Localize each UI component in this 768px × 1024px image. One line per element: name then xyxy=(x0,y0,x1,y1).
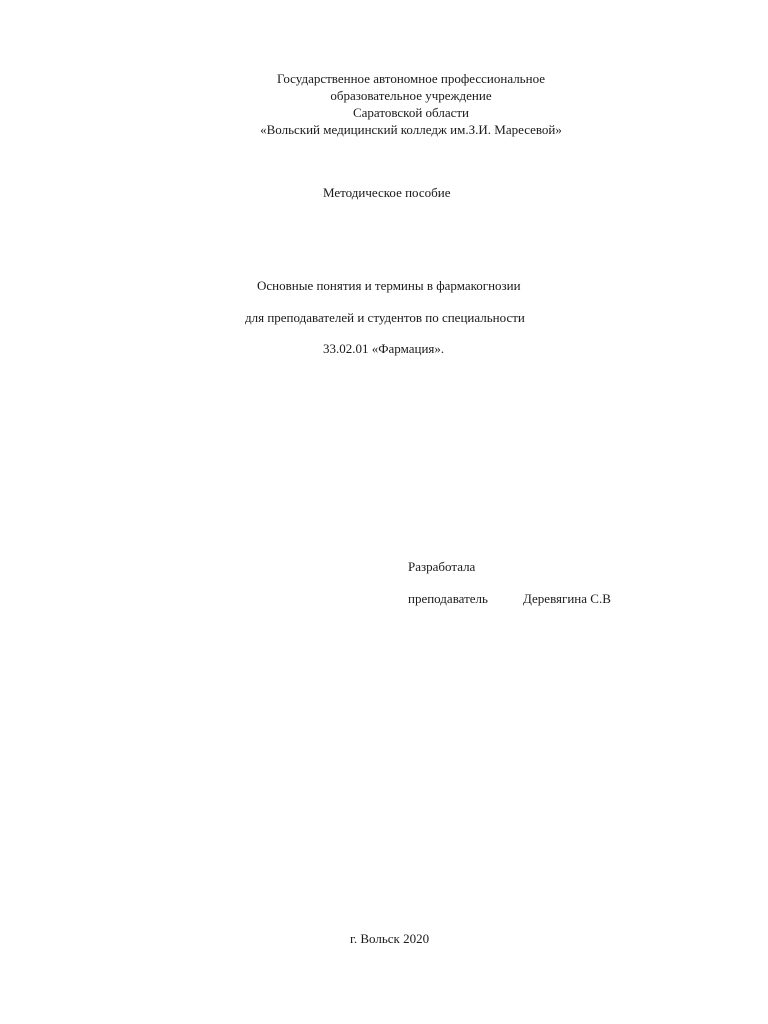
institution-line-2: образовательное учреждение xyxy=(330,88,492,103)
author-role: преподаватель xyxy=(408,591,488,606)
institution-line-4: «Вольский медицинский колледж им.З.И. Маресевой» xyxy=(260,122,562,137)
title-line-3: 33.02.01 «Фармация». xyxy=(323,341,445,356)
author-name: Деревягина С.В xyxy=(523,591,611,606)
city-year: г. Вольск 2020 xyxy=(350,931,430,946)
institution-line-3: Саратовской области xyxy=(352,105,470,120)
title-line-2: для преподавателей и студентов по специальности xyxy=(245,310,525,325)
institution-line-1: Государственное автономное профессиональное xyxy=(276,71,546,86)
institution-header xyxy=(0,70,768,138)
title-line-1: Основные понятия и термины в фармакогнозии xyxy=(257,278,521,293)
author-label: Разработала xyxy=(408,559,476,574)
document-type: Методическое пособие xyxy=(323,185,451,200)
